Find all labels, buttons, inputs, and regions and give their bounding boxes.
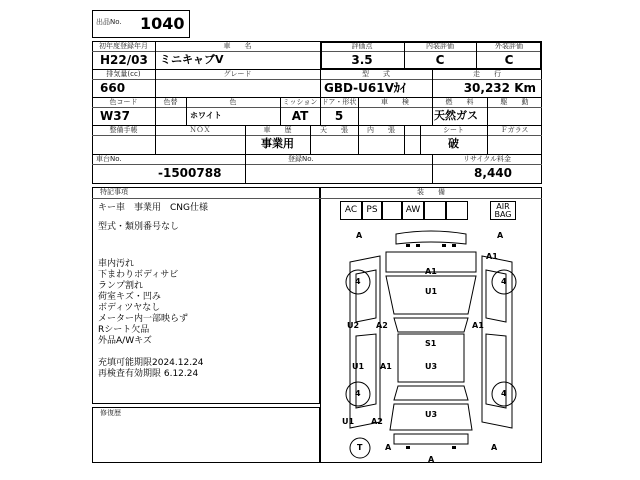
grid-line xyxy=(92,198,320,199)
recycle-fee-label: リサイクル料金 xyxy=(462,155,512,163)
color-change-label: 色替 xyxy=(163,98,178,106)
lot-number-label: 出品No. xyxy=(96,18,122,26)
inspection-label: 車 検 xyxy=(381,98,409,106)
model-code-label: 型 式 xyxy=(362,70,390,78)
notes-item-6: メーター内一部映らず xyxy=(98,314,189,324)
seat-value: 破 xyxy=(448,137,459,150)
damage-mark: A xyxy=(356,231,363,240)
notes-item-8: 外品A/Wキズ xyxy=(98,336,152,346)
repair-history-panel xyxy=(92,407,320,463)
color-label: 色 xyxy=(229,98,237,106)
damage-mark: A xyxy=(491,443,498,452)
option-blank xyxy=(446,201,468,220)
option-blank xyxy=(382,201,402,220)
color-value: ホワイト xyxy=(190,111,222,120)
transmission-value: AT xyxy=(291,109,309,123)
color-code-label: 色コード xyxy=(109,98,138,106)
spare-tire-mark: T xyxy=(357,443,363,452)
tire-mark: 4 xyxy=(355,277,361,286)
option-airbag: AIR BAG xyxy=(490,201,516,220)
displacement-label: 排気量(cc) xyxy=(106,70,141,78)
damage-mark: A1 xyxy=(380,362,392,371)
grid-line xyxy=(320,198,542,199)
lot-number-value: 1040 xyxy=(140,14,185,33)
notes-expiry-1: 充填可能期限2024.12.24 xyxy=(98,358,204,368)
mileage-value: 30,232 Km xyxy=(463,81,536,95)
fuel-label: 燃 料 xyxy=(445,98,474,106)
exterior-grade-label: 外装評価 xyxy=(495,42,523,50)
option-ac: AC xyxy=(340,201,362,220)
grid-line xyxy=(404,125,405,154)
registration-number-label: 登録No. xyxy=(288,155,314,163)
exterior-grade-value: C xyxy=(504,53,514,67)
inner-lining-label: 内 張 xyxy=(367,126,395,134)
notes-item-2: 下まわりボディサビ xyxy=(98,270,179,280)
first-registration-label: 初年度登録年月 xyxy=(99,42,148,50)
grid-line xyxy=(245,154,246,184)
damage-mark: U3 xyxy=(425,362,438,371)
notes-line-2: 型式・類別番号なし xyxy=(98,222,180,232)
score-value: 3.5 xyxy=(351,53,373,67)
damage-mark: U2 xyxy=(347,321,360,330)
tire-mark: 4 xyxy=(501,389,507,398)
mileage-label: 走 行 xyxy=(473,70,501,78)
chassis-number-value: -1500788 xyxy=(158,166,222,180)
notes-line-1: キー車 事業用 CNG仕様 xyxy=(98,203,208,213)
drive-label: 駆 動 xyxy=(500,98,529,106)
model-code-value: GBD-U61Vｶｲ xyxy=(324,81,406,95)
repair-history-label: 修復歴 xyxy=(100,409,121,417)
damage-mark: U1 xyxy=(352,362,365,371)
ceiling-label: 天 張 xyxy=(320,126,348,134)
tire-mark: 4 xyxy=(501,277,507,286)
chassis-number-label: 車台No. xyxy=(96,155,122,163)
option-aw: AW xyxy=(402,201,424,220)
recycle-fee-value: 8,440 xyxy=(474,166,512,180)
damage-mark: A2 xyxy=(376,321,388,330)
notes-item-4: 荷室キズ・凹み xyxy=(98,292,161,302)
notes-label: 特記事項 xyxy=(100,188,128,196)
damage-mark: S1 xyxy=(425,339,437,348)
fuel-value: 天然ガス xyxy=(434,109,478,122)
damage-mark: U3 xyxy=(425,410,438,419)
score-label: 評価点 xyxy=(351,42,373,50)
transmission-label: ミッション xyxy=(282,98,318,106)
equipment-label: 装 備 xyxy=(417,188,445,196)
damage-mark: U1 xyxy=(425,287,438,296)
doors-value: 5 xyxy=(334,109,344,123)
displacement-value: 660 xyxy=(100,81,126,95)
notes-item-3: ランプ割れ xyxy=(98,281,144,291)
notes-expiry-2: 再検査有効期限 6.12.24 xyxy=(98,369,199,379)
history-label: 車 歴 xyxy=(263,126,292,134)
car-name-label: 車 名 xyxy=(223,42,252,50)
doors-label: ドア・形状 xyxy=(321,98,357,106)
option-blank xyxy=(424,201,446,220)
service-book-label: 整備手帳 xyxy=(109,126,138,134)
damage-mark: A2 xyxy=(371,417,383,426)
front-glass-label: Ｆガラス xyxy=(500,126,529,134)
damage-mark: A1 xyxy=(472,321,484,330)
damage-mark: A xyxy=(497,231,504,240)
nox-label: ＮＯＸ xyxy=(189,126,211,134)
car-name-value: ミニキャブV xyxy=(160,53,224,66)
grade-label: グレード xyxy=(223,70,252,78)
color-code-value: W37 xyxy=(100,109,130,123)
damage-mark: A1 xyxy=(486,252,498,261)
damage-mark: A xyxy=(428,455,435,464)
damage-mark: U1 xyxy=(342,417,355,426)
seat-label: シート xyxy=(443,126,464,134)
notes-item-5: ボディツヤなし xyxy=(98,303,161,313)
notes-item-1: 車内汚れ xyxy=(98,259,135,269)
first-registration-value: H22/03 xyxy=(100,53,148,67)
tire-mark: 4 xyxy=(355,389,361,398)
interior-grade-label: 内装評価 xyxy=(426,42,454,50)
interior-grade-value: C xyxy=(435,53,445,67)
damage-mark: A xyxy=(385,443,392,452)
damage-mark: A1 xyxy=(425,267,437,276)
history-value: 事業用 xyxy=(261,137,294,150)
option-ps: PS xyxy=(362,201,382,220)
notes-item-7: Rシート欠品 xyxy=(98,325,150,335)
